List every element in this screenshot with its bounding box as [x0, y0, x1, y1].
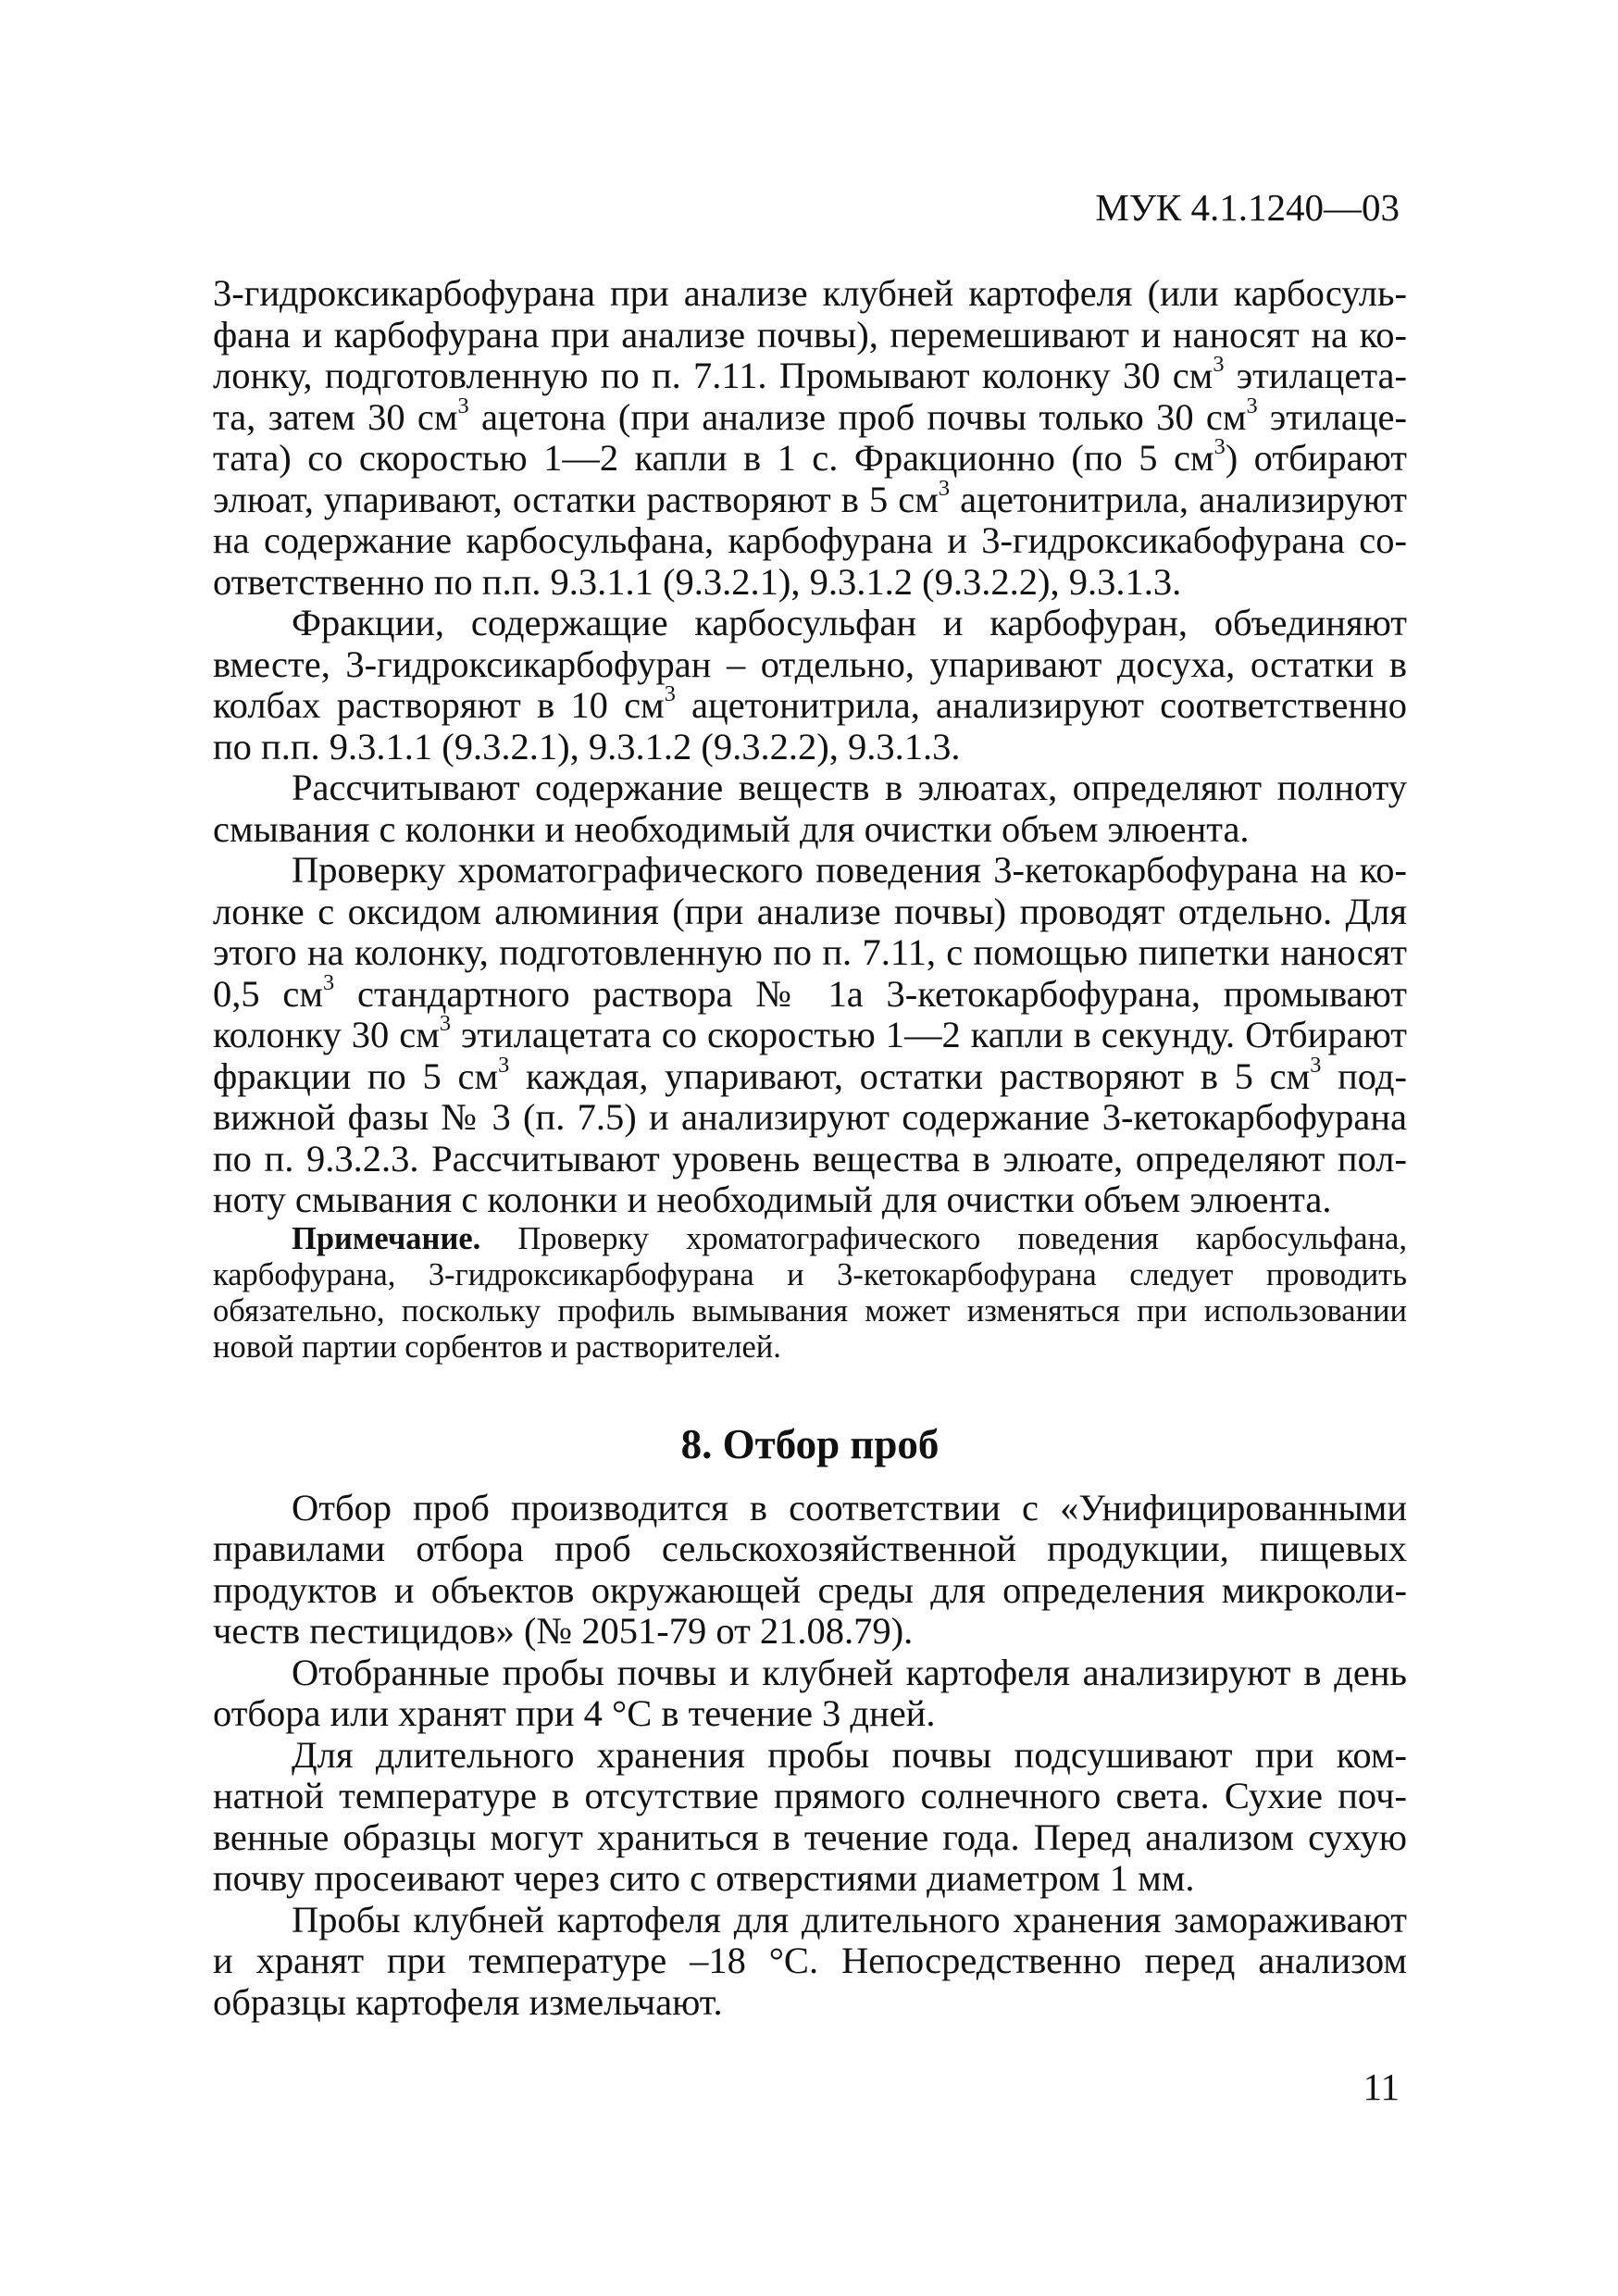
- page-body: [213, 273, 1407, 2023]
- paragraph-calculation: Рассчитывают содержание веществ в элюатах, определяют полноту смывания с колонки и необходимый для очистки объем элюента.: [213, 767, 1407, 850]
- note-text: Проверку хроматографического поведения карбосульфана, карбофурана, 3-гидроксикарбофурана и 3-кетокарбофурана следует проводить обязательно, поскольку профиль вымывания может изменяться при использовании новой партии сорбентов и растворителей.: [213, 1220, 1407, 1365]
- note-label: Примечание.: [292, 1220, 481, 1256]
- paragraph-column-loading: 3-гидроксикарбофурана при анализе клубней картофеля (или карбосульфана и карбофурана при анализе почвы), перемешивают и наносят на колонку, подготовленную по п. 7.11. Промывают колонку 30 $см^3$ этилацетата, затем 30 $см^3$ ацетона (при анализе проб почвы только 30 $см^3$ этилацетата) со скоростью 1—2 капли в 1 с. Фракционно (по 5 $см^3$) отбирают элюат, упаривают, остатки растворяют в 5 $см^3$ ацетонитрила, анализируют на содержание карбосульфана, карбофурана и 3-гидроксикабофурана соответственно по п.п. 9.3.1.1 (9.3.2.1), 9.3.1.2 (9.3.2.2), 9.3.1.3.: [213, 272, 1408, 603]
- section-paragraph: Отбор проб производится в соответствии с «Унифицированными правилами отбора проб сельскохозяйственной продукции, пищевых продуктов и объектов окружающей среды для определения микроколичеств пестицидов» (№ 2051-79 от 21.08.79).: [213, 1486, 1407, 1652]
- section-heading: 8. Отбор проб: [680, 1420, 940, 1467]
- section-paragraph: Для длительного хранения пробы почвы подсушивают при комнатной температуре в отсутствие прямого солнечного света. Сухие почвенные образцы могут храниться в течение года. Перед анализом сухую почву просеивают через сито с отверстиями диаметром 1 мм.: [213, 1733, 1407, 1899]
- paragraph-ketocarbofuran-check: Проверку хроматографического поведения 3-кетокарбофурана на колонке с оксидом алюминия (при анализе почвы) проводят отдельно. Для этого на колонку, подготовленную по п. 7.11, с помощью пипетки наносят 0,5 $см^3$ стандартного раствора № 1а 3-кетокарбофурана, промывают колонку 30 $см^3$ этилацетата со скоростью 1—2 капли в секунду. Отбирают фракции по 5 $см^3$ каждая, упаривают, остатки растворяют в 5 $см^3$ подвижной фазы № 3 (п. 7.5) и анализируют содержание 3-кетокарбофурана по п. 9.3.2.3. Рассчитывают уровень вещества в элюате, определяют полноту смывания с колонки и необходимый для очистки объем элюента.: [213, 849, 1407, 1220]
- note-paragraph: [213, 1221, 1407, 1366]
- section-paragraph: Пробы клубней картофеля для длительного хранения замораживают и хранят при температуре –18 °С. Непосредственно перед анализом образцы картофеля измельчают.: [213, 1898, 1407, 2023]
- page-number: 11: [1363, 2065, 1400, 2108]
- document-code-header: МУК 4.1.1240—03: [1095, 186, 1400, 229]
- section-paragraph: Отобранные пробы почвы и клубней картофеля анализируют в день отбора или хранят при 4 °С в течение 3 дней.: [213, 1651, 1407, 1734]
- paragraph-fractions: Фракции, содержащие карбосульфан и карбофуран, объединяют вместе, 3-гидроксикарбофуран – отдельно, упаривают досуха, остатки в колбах растворяют в 10 $см^3$ ацетонитрила, анализируют соответственно по п.п. 9.3.1.1 (9.3.2.1), 9.3.1.2 (9.3.2.2), 9.3.1.3.: [213, 602, 1407, 767]
